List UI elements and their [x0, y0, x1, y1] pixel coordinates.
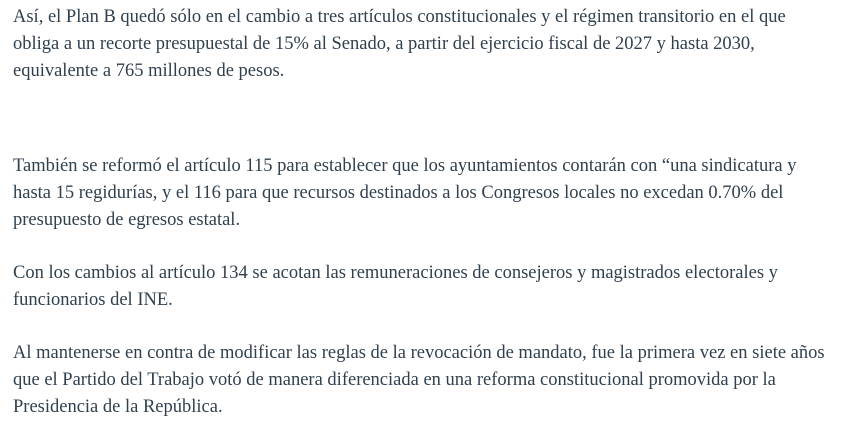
article-paragraph-plan-b: Así, el Plan B quedó sólo en el cambio a tres artículos constitucionales y el régimen transitorio en el que obliga a un recorte presupuestal de 15% al Senado, a partir del ejercicio fiscal de 2027 y hasta 2030, equivalente a 765 millones de pesos. [13, 7, 786, 81]
article-paragraph-articulo-134: Con los cambios al artículo 134 se acotan las remuneraciones de consejeros y magistrados electorales y funcionarios del INE. [13, 263, 778, 310]
article-paragraph-articulo-115: También se reformó el artículo 115 para establecer que los ayuntamientos contarán con “una sindicatura y hasta 15 regidurías, y el 116 para que recursos destinados a los Congresos locales no excedan 0.70% del presupuesto de egresos estatal. [13, 156, 797, 230]
article-paragraph-revocacion-mandato: Al mantenerse en contra de modificar las reglas de la revocación de mandato, fue la primera vez en siete años que el Partido del Trabajo votó de manera diferenciada en una reforma constitucional promovida por la Presidencia de la República. [13, 343, 825, 417]
